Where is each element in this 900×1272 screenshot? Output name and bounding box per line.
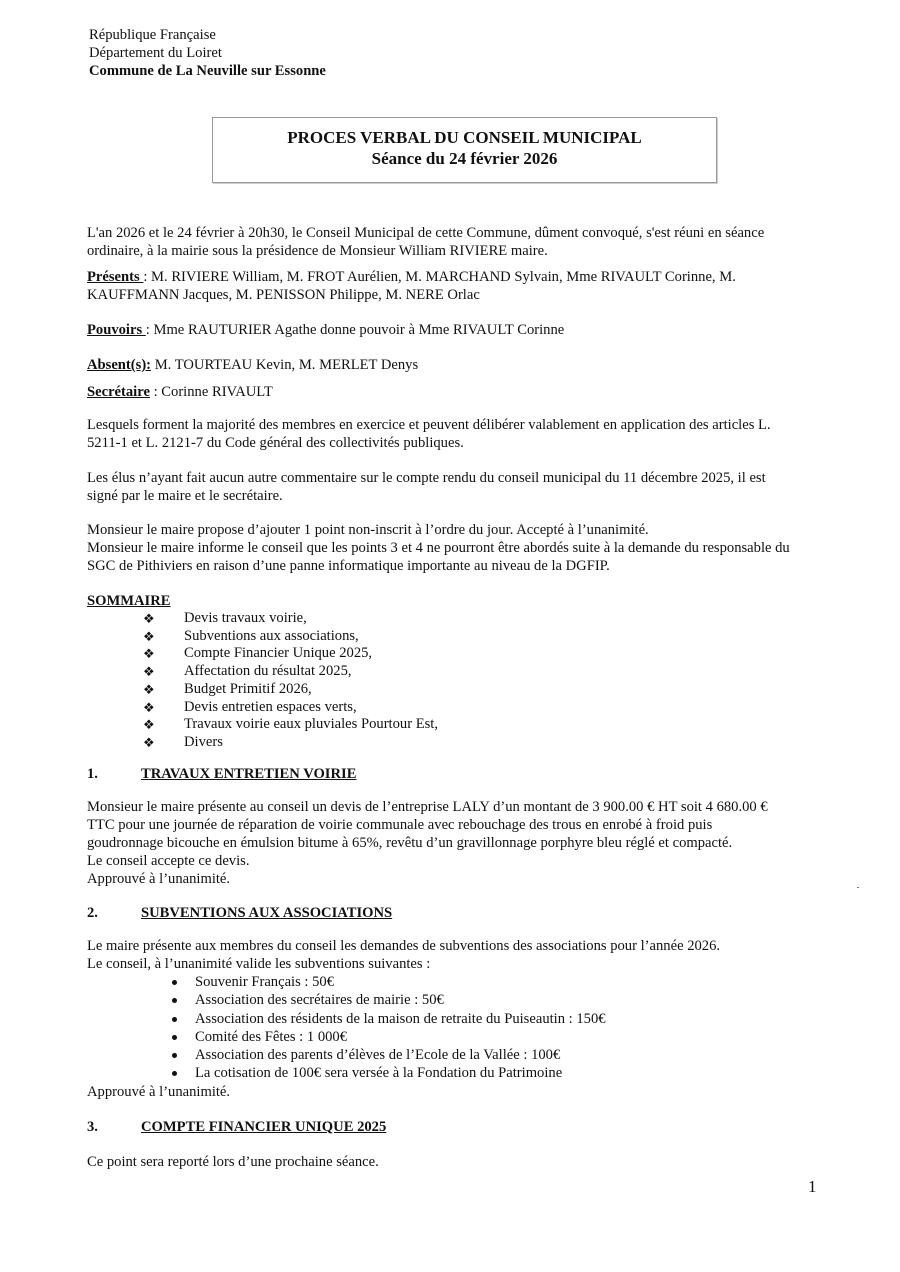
letterhead-department: Département du Loiret xyxy=(89,45,222,61)
diamond-bullet-icon: ❖ xyxy=(143,681,155,697)
summary-section xyxy=(87,592,827,752)
summary-item: ❖ Devis travaux voirie, xyxy=(143,610,307,626)
summary-item: ❖ Compte Financier Unique 2025, xyxy=(143,645,373,662)
summary-list xyxy=(87,610,827,752)
diamond-bullet-icon: ❖ xyxy=(143,664,155,680)
summary-title: SOMMAIRE xyxy=(87,593,171,609)
subsidy-item: La cotisation de 100€ sera versée à la Fondation du Patrimoine xyxy=(87,1064,827,1082)
summary-item: ❖ Affectation du résultat 2025, xyxy=(143,663,352,680)
section-2-approval: Approuvé à l’unanimité. xyxy=(87,1083,231,1100)
subsidy-item: Souvenir Français : 50€ xyxy=(87,973,827,991)
summary-item: ❖ Budget Primitif 2026, xyxy=(143,680,312,697)
bullet-dot-icon xyxy=(172,1071,177,1076)
presents-label: Présents xyxy=(87,269,144,285)
letterhead-country: République Française xyxy=(89,27,216,43)
subsidy-item: Association des secrétaires de mairie : 50€ xyxy=(87,991,827,1009)
subsidy-list xyxy=(87,973,827,1083)
absents-paragraph: Absent(s): M. TOURTEAU Kevin, M. MERLET Denys xyxy=(87,357,419,373)
section-number: 2. xyxy=(87,905,98,921)
pouvoirs-paragraph: Pouvoirs : Mme RAUTURIER Agathe donne pouvoir à Mme RIVAULT Corinne xyxy=(87,322,565,338)
diamond-bullet-icon: ❖ xyxy=(143,717,155,733)
section-3-heading xyxy=(87,1118,827,1136)
summary-item: ❖ Travaux voirie eaux pluviales Pourtour Est, xyxy=(143,716,439,733)
section-title: COMPTE FINANCIER UNIQUE 2025 xyxy=(141,1119,387,1135)
section-3-body: Ce point sera reporté lors d’une prochaine séance. xyxy=(87,1154,379,1170)
bullet-dot-icon xyxy=(172,980,177,985)
agenda-notes-paragraph: Monsieur le maire propose d’ajouter 1 point non-inscrit à l’ordre du jour. Accepté à l’unanimité. Monsieur le maire informe le conseil que les points 3 et 4 ne pourront être abordés suite à la demande du responsable du SGC de Pithiviers en raison d’une panne informatique importante au niveau de la DGFIP. xyxy=(87,522,790,574)
intro-paragraph: L'an 2026 et le 24 février à 20h30, le Conseil Municipal de cette Commune, dûment convoqué, s'est réuni en séance ordinaire, à la mairie sous la présidence de Monsieur William RIVIERE maire. xyxy=(87,225,765,259)
bullet-dot-icon xyxy=(172,1017,177,1022)
session-date: Séance du 24 février 2026 xyxy=(371,149,558,168)
scan-speck xyxy=(857,887,859,888)
page-number: 1 xyxy=(808,1177,817,1196)
summary-item: ❖ Subventions aux associations, xyxy=(143,627,359,644)
section-title: TRAVAUX ENTRETIEN VOIRIE xyxy=(141,766,357,782)
bullet-dot-icon xyxy=(172,1035,177,1040)
subsidy-item: Association des parents d’élèves de l’Ecole de la Vallée : 100€ xyxy=(87,1046,827,1064)
section-2-body: Le maire présente aux membres du conseil les demandes de subventions des associations pour l’année 2026. Le conseil, à l’unanimité valide les subventions suivantes : Souvenir Français : 50€ Association des secrétaires de mairie : 50€ Association des résidents de la maison de retraite du Puiseautin : 150€ Comité des Fêtes : 1 000€ Association des parents d’élèves de l’Ecole de la Vallée : 100€ La cotisation de 100€ sera versée à la Fondation du Patrimoine Approuvé à l’unanimité. xyxy=(87,937,827,1101)
section-number: 3. xyxy=(87,1119,98,1135)
diamond-bullet-icon: ❖ xyxy=(143,628,155,644)
previous-report-paragraph: Les élus n’ayant fait aucun autre commentaire sur le compte rendu du conseil municipal du 11 décembre 2025, il est signé par le maire et le secrétaire. xyxy=(87,470,766,504)
presents-paragraph: Présents : M. RIVIERE William, M. FROT Aurélien, M. MARCHAND Sylvain, Mme RIVAULT Corinne, M. KAUFFMANN Jacques, M. PENISSON Philippe, M. NERE Orlac xyxy=(87,269,736,303)
pouvoirs-label: Pouvoirs xyxy=(87,322,146,338)
summary-item: ❖ Devis entretien espaces verts, xyxy=(143,698,357,715)
section-1-body: Monsieur le maire présente au conseil un devis de l’entreprise LALY d’un montant de 3 900.00 € HT soit 4 680.00 € TTC pour une journée de réparation de voirie communale avec rebouchage des trous en enrobé à froid puis goudronnage bicouche en émulsion bitume à 65%, revêtu d’un gravillonnage porphyre bleu réglé et compacté. Le conseil accepte ce devis. Approuvé à l’unanimité. xyxy=(87,799,768,887)
section-number: 1. xyxy=(87,766,98,782)
diamond-bullet-icon: ❖ xyxy=(143,646,155,662)
absents-label: Absent(s): xyxy=(87,357,152,373)
diamond-bullet-icon: ❖ xyxy=(143,699,155,715)
quorum-paragraph: Lesquels forment la majorité des membres en exercice et peuvent délibérer valablement en application des articles L. 5211-1 et L. 2121-7 du Code général des collectivités publiques. xyxy=(87,417,771,451)
letterhead xyxy=(89,26,326,80)
summary-item: ❖ Divers xyxy=(143,733,223,750)
secretaire-paragraph: Secrétaire : Corinne RIVAULT xyxy=(87,384,273,400)
diamond-bullet-icon: ❖ xyxy=(143,734,155,750)
section-title: SUBVENTIONS AUX ASSOCIATIONS xyxy=(141,905,393,921)
section-1-heading xyxy=(87,765,827,783)
subsidy-item: Association des résidents de la maison de retraite du Puiseautin : 150€ xyxy=(87,1010,827,1028)
document-title: PROCES VERBAL DU CONSEIL MUNICIPAL xyxy=(287,128,642,147)
letterhead-commune: Commune de La Neuville sur Essonne xyxy=(89,63,326,79)
title-box xyxy=(212,117,717,183)
secretaire-label: Secrétaire xyxy=(87,384,150,400)
bullet-dot-icon xyxy=(172,998,177,1003)
subsidy-item: Comité des Fêtes : 1 000€ xyxy=(87,1028,827,1046)
bullet-dot-icon xyxy=(172,1053,177,1058)
section-2-heading xyxy=(87,904,827,922)
diamond-bullet-icon: ❖ xyxy=(143,611,155,626)
